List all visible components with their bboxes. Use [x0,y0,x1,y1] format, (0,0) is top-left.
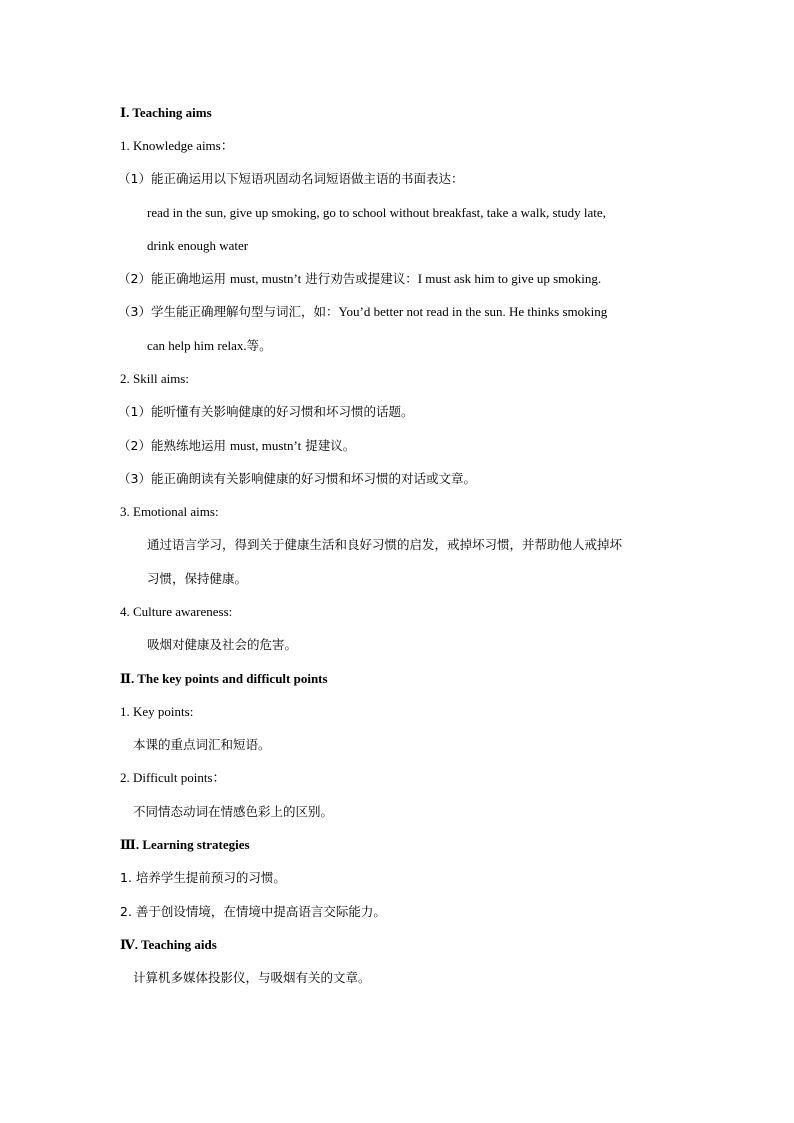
strategy-1: 1. 培养学生提前预习的习惯。 [120,870,286,885]
aim-2-text-a: （2）能正确地运用 [118,271,230,286]
culture-awareness-text: 吸烟对健康及社会的危害。 [147,637,298,652]
knowledge-aim-2 [118,271,601,287]
skill-aim-2 [118,438,355,454]
aim-2-example: I must ask him to give up smoking. [417,271,602,286]
aim-2-text-b: 进行劝告或提建议： [301,271,418,286]
knowledge-aims-label: 1. Knowledge aims： [120,138,234,153]
teaching-aids-text: 计算机多媒体投影仪，与吸烟有关的文章。 [133,970,371,985]
knowledge-aim-3 [118,304,607,320]
emotional-aim-line-2: 习惯，保持健康。 [147,571,248,586]
emotional-aims-label: 3. Emotional aims: [120,504,219,519]
section-heading-teaching-aids: Ⅳ. Teaching aids [120,937,217,952]
aim-3-etc: 等。 [246,338,272,353]
skill-aim-2-text-a: （2）能熟练地运用 [118,438,230,453]
phrase-list-line-1: read in the sun, give up smoking, go to school without breakfast, take a walk, study late, [147,205,606,220]
aim-3-example: You’d better not read in the sun. He thinks smoking [338,304,608,319]
culture-awareness-label: 4. Culture awareness: [120,604,233,619]
skill-aims-label: 2. Skill aims: [120,371,189,386]
emotional-aim-line-1: 通过语言学习，得到关于健康生活和良好习惯的启发，戒掉坏习惯，并帮助他人戒掉坏 [147,537,623,552]
skill-aim-2-modals: must, mustn’t [229,438,302,453]
section-heading-key-points: Ⅱ. The key points and difficult points [120,671,328,686]
skill-aim-2-text-b: 提建议。 [301,438,356,453]
difficult-points-label: 2. Difficult points： [120,770,226,785]
aim-3-example-end: can help him relax. [147,338,247,353]
skill-aim-3: （3）能正确朗读有关影响健康的好习惯和坏习惯的对话或文章。 [118,471,476,486]
aim-2-modals: must, mustn’t [229,271,302,286]
phrase-list-line-2: drink enough water [147,238,249,253]
strategy-2: 2. 善于创设情境，在情境中提高语言交际能力。 [120,904,386,919]
key-points-label: 1. Key points: [120,704,194,719]
difficult-points-text: 不同情态动词在情感色彩上的区别。 [133,804,334,819]
skill-aim-1: （1）能听懂有关影响健康的好习惯和坏习惯的话题。 [118,404,414,419]
key-points-text: 本课的重点词汇和短语。 [133,737,271,752]
section-heading-teaching-aims: Ⅰ. Teaching aims [120,105,212,120]
section-heading-learning-strategies: Ⅲ. Learning strategies [120,837,250,852]
aim-3-text: （3）学生能正确理解句型与词汇，如： [118,304,339,319]
knowledge-aim-3-continued [147,338,272,354]
knowledge-aim-1: （1）能正确运用以下短语巩固动名词短语做主语的书面表达： [118,171,464,186]
